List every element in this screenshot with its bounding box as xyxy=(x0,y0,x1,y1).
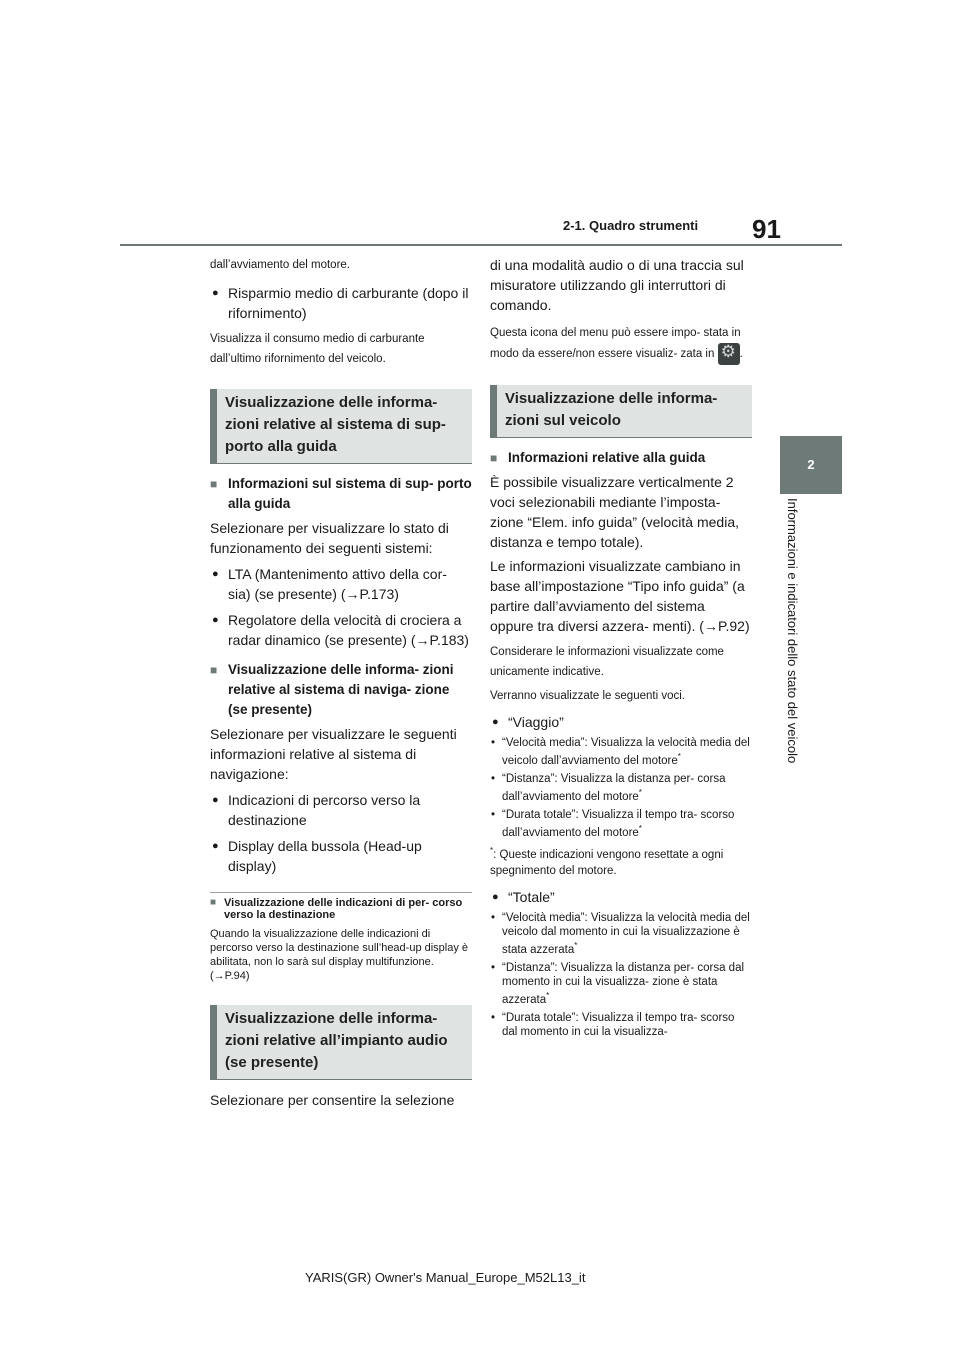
heading-driving-info: ■ Informazioni relative alla guida xyxy=(490,448,752,468)
footnote-text: : Queste indicazioni vengono resettate a ogni spegnimento del motore. xyxy=(490,849,724,878)
heading-drive-support: ■ Informazioni sul sistema di sup- porto alla guida xyxy=(210,474,472,514)
section-label: 2-1. Quadro strumenti xyxy=(563,218,699,233)
nav-desc: Selezionare per visualizzare le seguenti informazioni relative al sistema di navigazione: xyxy=(210,726,457,782)
asterisk: * xyxy=(574,941,578,951)
total-time: • “Durata totale”: Visualizza il tempo tra- scorso dal momento in cui la visualizza- xyxy=(490,1011,752,1039)
asterisk: * xyxy=(638,823,642,833)
audio-desc: Selezionare per consentire la selezione xyxy=(210,1092,455,1108)
bullet-total: ● “Totale” xyxy=(490,887,752,907)
banner-vehicle: Visualizzazione delle informa- zioni sul veicolo xyxy=(490,385,752,438)
total-distance xyxy=(490,961,752,1007)
chapter-tab: 2 xyxy=(780,436,842,494)
page-number: 91 xyxy=(752,214,781,244)
consider-note: Considerare le informazioni visualizzate come unicamente indicative. xyxy=(490,646,724,678)
footer-manual: YARIS(GR) Owner's Manual_Europe_M52L13_it xyxy=(305,1270,586,1285)
chapter-title: Informazioni e indicatori dello stato del veicolo xyxy=(785,498,800,764)
gear-icon xyxy=(718,343,740,365)
footnote xyxy=(490,843,752,879)
icon-note-text: Questa icona del menu può essere impo- stata in modo da essere/non essere visualiz- zata in xyxy=(490,327,741,361)
asterisk: * xyxy=(638,787,642,797)
following-note: Verranno visualizzate le seguenti voci. xyxy=(490,690,685,702)
bullet-compass: ● Display della bussola (Head-up display) xyxy=(210,836,472,876)
icon-note xyxy=(490,323,752,365)
bullet-acc: ● Regolatore della velocità di crociera a radar dinamico (se presente) (→P.183) xyxy=(210,610,472,650)
bullet-trip: ● “Viaggio” xyxy=(490,712,752,732)
icon-note-end: . xyxy=(739,348,743,361)
bullet-lta: ● LTA (Mantenimento attivo della cor- sia) (se presente) (→P.173) xyxy=(210,564,472,604)
total-speed xyxy=(490,911,752,957)
asterisk: * xyxy=(546,991,550,1001)
note-title: ■ Visualizzazione delle indicazioni di per- corso verso la destinazione xyxy=(210,897,472,921)
total-distance-text: “Distanza”: Visualizza la distanza per- corsa dal momento in cui la visualizza- zione è stata azzerata xyxy=(502,962,745,1006)
banner-audio: Visualizzazione delle informa- zioni relative all’impianto audio (se presente) xyxy=(210,1005,472,1080)
right-column xyxy=(490,255,752,1039)
audio-cont: di una modalità audio o di una traccia sul misuratore utilizzando gli interruttori di comando. xyxy=(490,257,744,313)
intro-tail: dall’avviamento del motore. xyxy=(210,259,350,271)
header-rule xyxy=(120,244,842,246)
bullet-route: ● Indicazioni di percorso verso la destinazione xyxy=(210,790,472,830)
trip-time-text: “Durata totale”: Visualizza il tempo tra- scorso dall’avviamento del motore xyxy=(502,808,735,839)
note-text: Quando la visualizzazione delle indicazioni di percorso verso la destinazione sull’head-up display è abilitata, non lo sarà sul display multifunzione. (→P.94) xyxy=(210,928,469,982)
asterisk: * xyxy=(677,752,681,761)
driving-desc-1: È possibile visualizzare verticalmente 2 voci selezionabili mediante l’imposta- zione “Elem. info guida” (velocità media, distanza e tempo totale). xyxy=(490,474,740,550)
drive-desc: Selezionare per visualizzare lo stato di funzionamento dei seguenti sistemi: xyxy=(210,520,449,556)
trip-speed-text: “Velocità media”: Visualizza la velocità media del veicolo dall’avviamento del motore xyxy=(502,737,750,767)
total-speed-text: “Velocità media”: Visualizza la velocità media del veicolo dal momento in cui la visualizzazione è stata azzerata xyxy=(502,912,750,957)
trip-distance xyxy=(490,772,752,804)
trip-speed xyxy=(490,736,752,768)
driving-desc-2: Le informazioni visualizzate cambiano in base all’impostazione “Tipo info guida” (a partire dall’avviamento del sistema oppure tra diversi azzera- menti). (→P.92) xyxy=(490,558,750,634)
heading-navigation: ■ Visualizzazione delle informa- zioni relative al sistema di naviga- zione (se presente) xyxy=(210,660,472,720)
note-box xyxy=(210,892,472,983)
asterisk: * xyxy=(490,846,494,856)
bullet-fuel: ● Risparmio medio di carburante (dopo il rifornimento) xyxy=(210,283,472,323)
fuel-desc: Visualizza il consumo medio di carburante dall’ultimo rifornimento del veicolo. xyxy=(210,333,425,365)
trip-distance-text: “Distanza”: Visualizza la distanza per- corsa dall’avviamento del motore xyxy=(502,772,726,803)
banner-drive-support: Visualizzazione delle informa- zioni relative al sistema di sup- porto alla guida xyxy=(210,389,472,464)
left-column xyxy=(210,255,472,1110)
trip-time xyxy=(490,808,752,840)
